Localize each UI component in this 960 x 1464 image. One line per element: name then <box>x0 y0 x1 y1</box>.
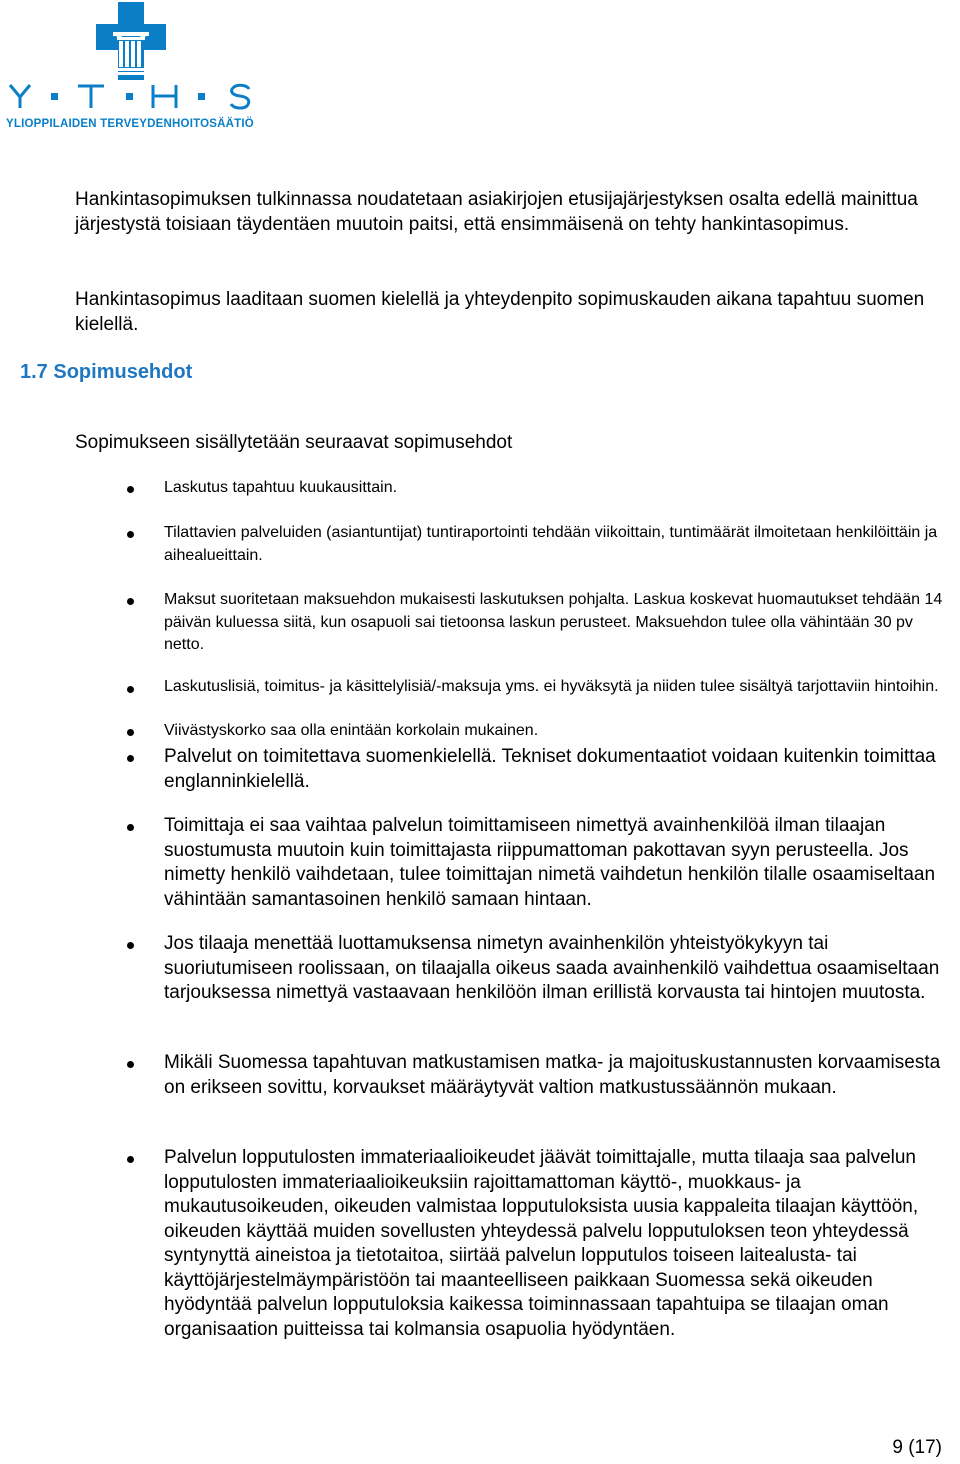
section-heading: 1.7 Sopimusehdot <box>20 361 193 383</box>
paragraph-language: Hankintasopimus laaditaan suomen kielellä ja yhteydenpito sopimuskauden aikana tapahtuu suomen kielellä. <box>75 289 925 335</box>
pillar-cross-icon <box>0 0 270 82</box>
logo-wordmark <box>6 82 256 110</box>
paragraph-interpretation: Hankintasopimuksen tulkinnassa noudatetaan asiakirjojen etusijajärjestyksen osalta edellä mainittua järjestystä toisiaan täydentäen muutoin paitsi, että ensimmäisenä on tehty hankintasopimus. <box>75 189 918 235</box>
list-item: Palvelut on toimitettava suomenkielellä. Tekniset dokumentaatiot voidaan kuitenkin toimittaa englanninkielellä. <box>164 746 936 792</box>
list-item: Toimittaja ei saa vaihtaa palvelun toimittamiseen nimettyä avainhenkilöä ilman tilaajan suostumusta muutoin kuin toimittajasta riippumattoman pakottavan syyn perusteella. Jos nimetty henkilö vaihdetaan, tulee toimittajan nimetä vaihdetun henkilön tilalle osaamiseltaan vähintään samantasoinen henkilö samaan hintaan. <box>164 815 936 910</box>
list-item: Maksut suoritetaan maksuehdon mukaisesti laskutuksen pohjalta. Laskua koskevat huomautukset tehdään 14 päivän kuluessa siitä, kun osapuoli sai tietoonsa laskun perusteet. Maksuehdon tulee olla vähintään 30 pv netto. <box>164 591 943 653</box>
logo-caption: YLIOPPILAIDEN TERVEYDENHOITOSÄÄTIÖ <box>6 118 254 130</box>
bullet-icon <box>127 824 134 831</box>
bullet-icon <box>127 486 134 493</box>
list-item: Viivästyskorko saa olla enintään korkolain mukainen. <box>164 722 539 739</box>
bullet-icon <box>127 598 134 605</box>
bullet-icon <box>127 729 134 736</box>
page-number: 9 (17) <box>892 1437 942 1458</box>
bullet-icon <box>127 1061 134 1068</box>
list-item: Jos tilaaja menettää luottamuksensa nimetyn avainhenkilön yhteistyökykyyn tai suoriutumiseen roolissaan, on tilaajalla oikeus saada avainhenkilö vaihdettua osaamiseltaan tarjouksessa nimettyä vastaavaan henkilöön ilman erillistä korvausta tai hintojen muutosta. <box>164 933 940 1003</box>
bullet-icon <box>127 755 134 762</box>
bullet-icon <box>127 1156 134 1163</box>
list-item: Laskutus tapahtuu kuukausittain. <box>164 479 398 496</box>
bullet-icon <box>127 686 134 693</box>
list-item: Palvelun lopputulosten immateriaalioikeudet jäävät toimittajalle, mutta tilaaja saa palvelun lopputulosten immateriaalioikeuksiin rajoittamattoman käyttö-, muokkaus- ja mukautusoikeuden, oikeuden valmistaa lopputuloksista uusia kappaleita tilaajan käyttöön, oikeuden käyttää muiden sovellusten yhteydessä palvelu lopputuloksen teon yhteydessä syntynyttä aineistoa ja tietotaitoa, siirtää palvelun lopputulos toiseen laitealusta- tai käyttöjärjestelmäympäristöön tai maanteelliseen paikkaan Suomessa sekä oikeuden hyödyntää palvelun lopputuloksia kaikessa toiminnassaan tapahtuipa se tilaajan oman organisaation puitteissa tai kolmansia osapuolia hyödyntäen. <box>164 1147 919 1340</box>
section-intro: Sopimukseen sisällytetään seuraavat sopimusehdot <box>75 432 513 453</box>
list-item: Tilattavien palveluiden (asiantuntijat) tuntiraportointi tehdään viikoittain, tuntimäärät ilmoitetaan henkilöittäin ja aihealueittain. <box>164 524 938 564</box>
list-item: Laskutuslisiä, toimitus- ja käsittelylisiä/-maksuja yms. ei hyväksytä ja niiden tulee sisältyä tarjottaviin hintoihin. <box>164 678 939 695</box>
ythts-logo <box>0 0 270 140</box>
bullet-icon <box>127 942 134 949</box>
list-item: Mikäli Suomessa tapahtuvan matkustamisen matka- ja majoituskustannusten korvaamisesta on erikseen sovittu, korvaukset määräytyvät valtion matkustussäännön mukaan. <box>164 1052 941 1098</box>
bullet-icon <box>127 531 134 538</box>
